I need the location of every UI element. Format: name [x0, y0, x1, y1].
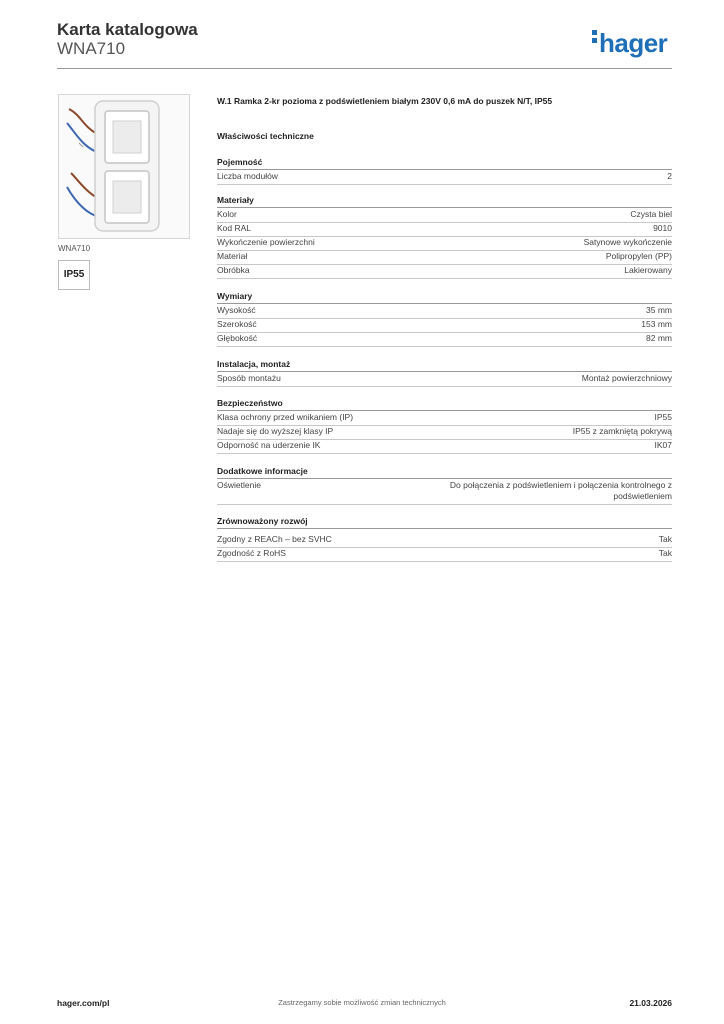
spec-label: Odporność na uderzenie IK	[217, 440, 321, 450]
spec-label: Wykończenie powierzchni	[217, 237, 315, 247]
spec-row	[217, 236, 672, 251]
spec-row	[217, 439, 672, 454]
spec-label: Kolor	[217, 209, 237, 219]
spec-value: Montaż powierzchniowy	[581, 373, 672, 383]
section-heading-capacity: Pojemność	[217, 157, 672, 170]
spec-value: Satynowe wykończenie	[583, 237, 672, 247]
spec-value: Do połączenia z podświetleniem i połączenia kontrolnego z podświetleniem	[449, 480, 672, 501]
spec-row	[217, 547, 672, 562]
frame-illustration	[59, 95, 189, 238]
spec-label: Obróbka	[217, 265, 250, 275]
spec-row	[217, 304, 672, 319]
spec-value: 9010	[653, 223, 672, 233]
spec-value: IK07	[654, 440, 672, 450]
spec-value: Tak	[658, 548, 672, 558]
spec-row	[217, 425, 672, 440]
spec-label: Nadaje się do wyższej klasy IP	[217, 426, 334, 436]
section-heading-installation: Instalacja, montaż	[217, 359, 672, 372]
spec-row	[217, 250, 672, 265]
spec-value: Tak	[658, 534, 672, 544]
page-title: Karta katalogowa	[57, 20, 198, 39]
spec-label: Liczba modułów	[217, 171, 278, 181]
spec-label: Kod RAL	[217, 223, 252, 233]
product-code: WNA710	[57, 39, 126, 58]
spec-row	[217, 411, 672, 426]
header-divider	[57, 68, 672, 69]
spec-row	[217, 264, 672, 279]
footer-disclaimer: Zastrzegamy sobie możliwość zmian technicznych	[278, 998, 446, 1007]
logo-text: hager	[599, 28, 668, 58]
spec-row	[217, 372, 672, 387]
section-heading-safety: Bezpieczeństwo	[217, 398, 672, 411]
spec-value: 2	[667, 171, 672, 181]
spec-label: Głębokość	[217, 333, 258, 343]
spec-label: Zgodność z RoHS	[217, 548, 286, 558]
spec-value: 82 mm	[646, 333, 672, 343]
spec-value: Czysta biel	[630, 209, 672, 219]
hager-logo	[592, 28, 667, 59]
spec-value: 153 mm	[641, 319, 672, 329]
spec-label: Klasa ochrony przed wnikaniem (IP)	[217, 412, 354, 422]
spec-row	[217, 170, 672, 185]
spec-label: Materiał	[217, 251, 248, 261]
spec-value: Lakierowany	[624, 265, 672, 275]
logo-dots-icon	[592, 30, 597, 46]
spec-value: IP55	[654, 412, 672, 422]
spec-value: 35 mm	[646, 305, 672, 315]
spec-row	[217, 479, 672, 505]
spec-row	[217, 318, 672, 333]
spec-label: Zgodny z REACh – bez SVHC	[217, 534, 332, 544]
spec-label: Oświetlenie	[217, 480, 261, 490]
spec-label: Sposób montażu	[217, 373, 281, 383]
image-caption: WNA710	[58, 244, 91, 253]
section-heading-additional-info: Dodatkowe informacje	[217, 466, 672, 479]
spec-label: Wysokość	[217, 305, 256, 315]
spec-row	[217, 208, 672, 223]
footer-date: 21.03.2026	[629, 998, 672, 1008]
footer-website-link[interactable]: hager.com/pl	[57, 998, 110, 1008]
section-heading-materials: Materiały	[217, 195, 672, 208]
technical-properties-title: Właściwości techniczne	[217, 131, 314, 141]
spec-value: Polipropylen (PP)	[605, 251, 672, 261]
spec-row	[217, 222, 672, 237]
section-heading-sustainability: Zrównoważony rozwój	[217, 516, 672, 529]
spec-value: IP55 z zamkniętą pokrywą	[572, 426, 672, 436]
section-heading-dimensions: Wymiary	[217, 291, 672, 304]
ip-rating-badge: IP55	[58, 260, 90, 290]
product-description: W.1 Ramka 2-kr pozioma z podświetleniem białym 230V 0,6 mA do puszek N/T, IP55	[217, 96, 553, 106]
spec-row	[217, 332, 672, 347]
spec-label: Szerokość	[217, 319, 257, 329]
product-image	[58, 94, 190, 239]
spec-row	[217, 533, 672, 548]
